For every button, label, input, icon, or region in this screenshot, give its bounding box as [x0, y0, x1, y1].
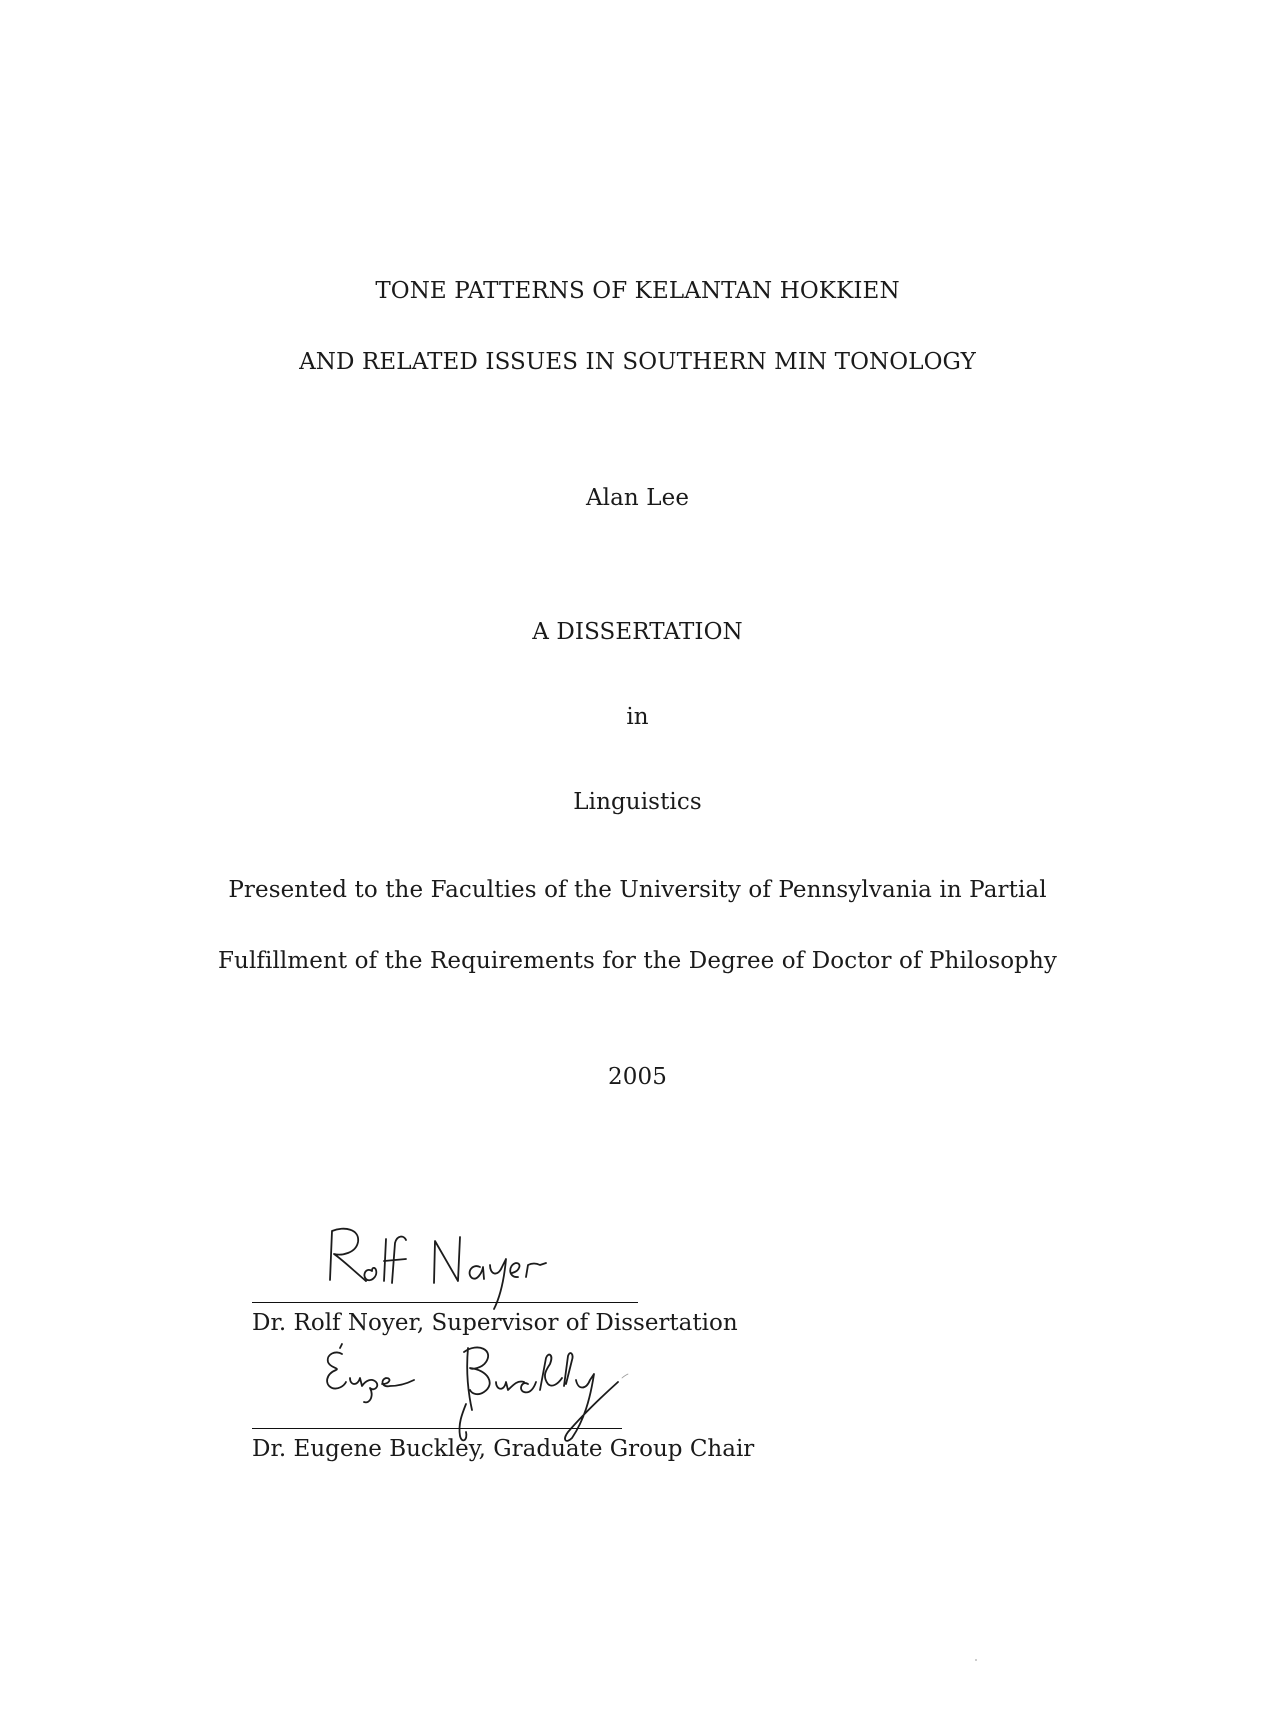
author-name: Alan Lee [585, 485, 690, 511]
year: 2005 [608, 1064, 667, 1090]
signature-line-supervisor [252, 1302, 638, 1303]
preposition-in: in [626, 704, 649, 730]
field-of-study: Linguistics [573, 789, 702, 815]
signature-caption-chair: Dr. Eugene Buckley, Graduate Group Chair [252, 1436, 755, 1462]
title-line-2: AND RELATED ISSUES IN SOUTHERN MIN TONOLOGY [299, 349, 976, 375]
document-type: A DISSERTATION [532, 619, 743, 645]
signature-rolf-noyer [322, 1223, 592, 1318]
signature-block-chair [252, 1340, 755, 1470]
statement-line-1: Presented to the Faculties of the University of Pennsylvania in Partial [228, 877, 1047, 903]
statement-line-2: Fulfillment of the Requirements for the Degree of Doctor of Philosophy [217, 948, 1058, 974]
signature-block-supervisor [252, 1210, 738, 1336]
signature-line-chair [252, 1428, 622, 1429]
title-line-1: TONE PATTERNS OF KELANTAN HOKKIEN [375, 278, 900, 304]
scan-speck [975, 1659, 977, 1661]
signature-caption-supervisor: Dr. Rolf Noyer, Supervisor of Dissertation [252, 1310, 738, 1336]
